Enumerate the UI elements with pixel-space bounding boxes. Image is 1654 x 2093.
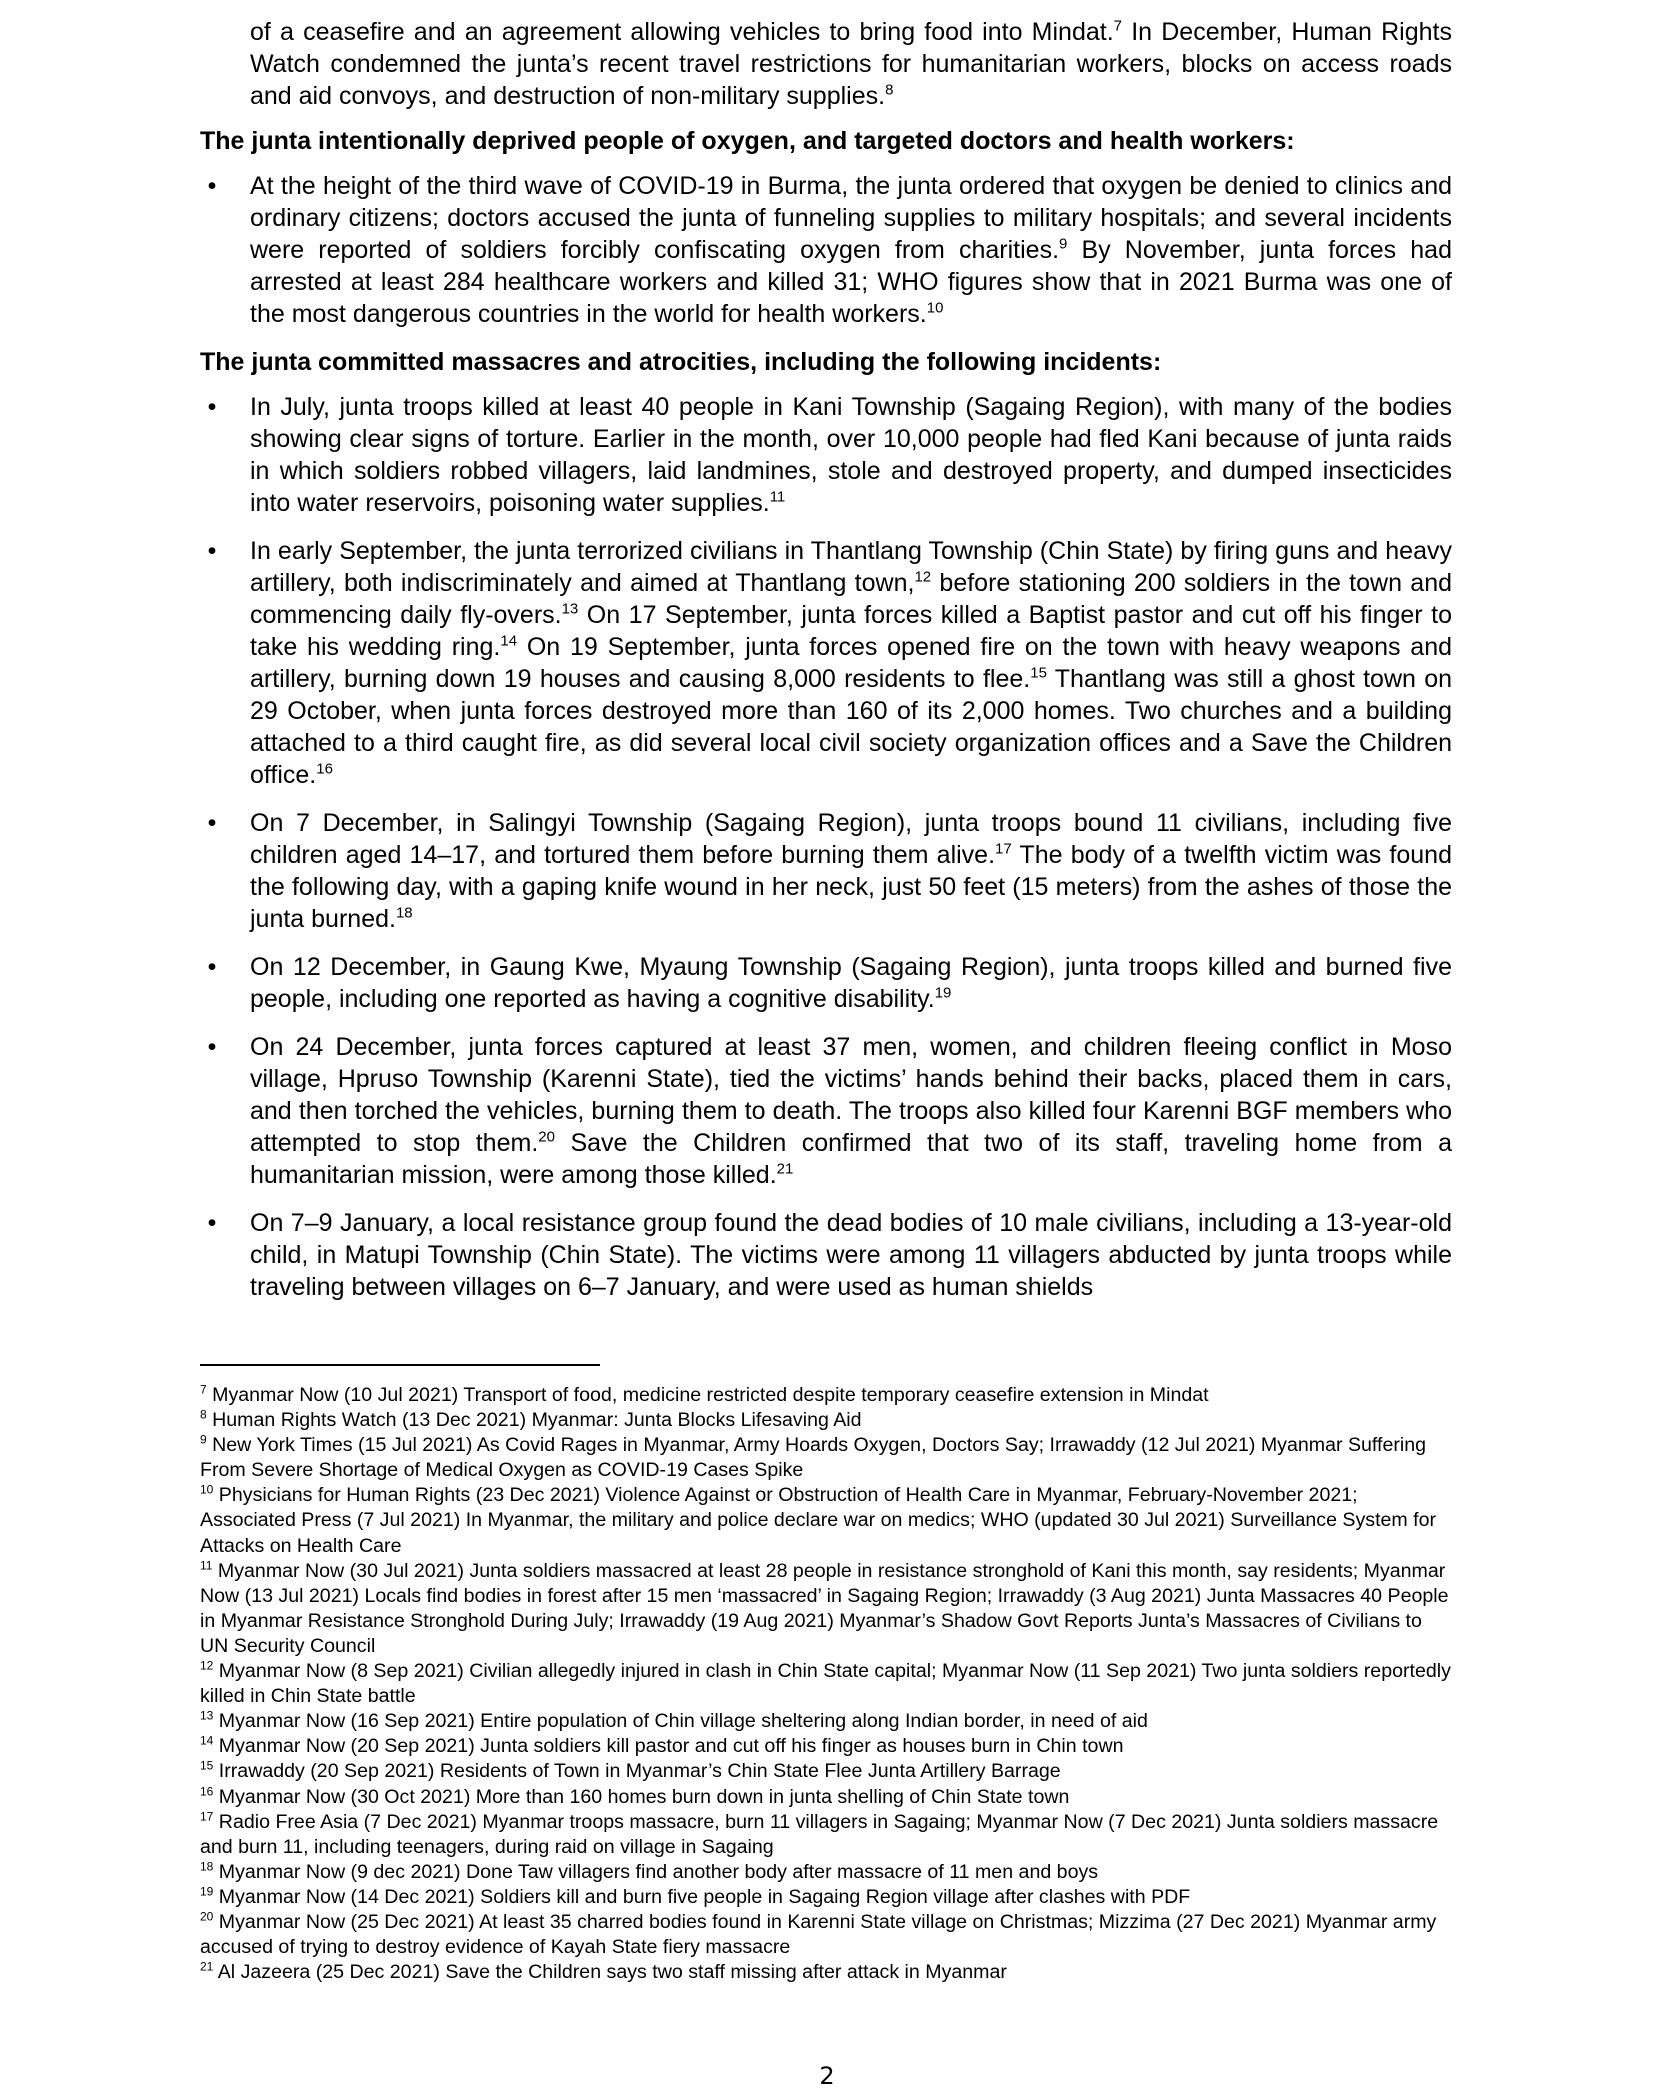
footnote-16: [200, 1785, 1452, 1810]
footnote-number: 19: [200, 1884, 214, 1899]
footnote-text: Physicians for Human Rights (23 Dec 2021) Violence Against or Obstruction of Health Care in Myanmar, February-November 2021; Associated Press (7 Jul 2021) In Myanmar, the military and police declare war on medics; WHO (updated 30 Jul 2021) Surveillance System for Attacks on Health Care: [200, 1484, 1437, 1557]
footnote-text: Al Jazeera (25 Dec 2021) Save the Children says two staff missing after attack in Myanmar: [213, 1961, 1007, 1984]
footnote-number: 8: [200, 1407, 207, 1422]
footnote-ref-12[interactable]: 12: [914, 568, 932, 586]
intro-paragraph: [250, 16, 1452, 112]
list-item-thantlang: [200, 535, 1452, 791]
oxygen-text-1: At the height of the third wave of COVID-19 in Burma, the junta ordered that oxygen be denied to clinics and ordinary citizens; doctors accused the junta of funneling supplies to military hospitals; and several incidents were reported of soldiers forcibly confiscating oxygen from charities.: [250, 172, 1452, 264]
matupi-text-1: On 7–9 January, a local resistance group found the dead bodies of 10 male civilians, including a 13-year-old child, in Matupi Township (Chin State). The victims were among 11 villagers abducted by junta troops while traveling between villages on 6–7 January, and were used as human shields: [250, 1209, 1452, 1301]
footnote-18: [200, 1860, 1452, 1885]
footnote-number: 15: [200, 1758, 214, 1773]
footnote-number: 13: [200, 1708, 214, 1723]
bullet-text: [250, 170, 1452, 330]
footnote-number: 9: [200, 1432, 207, 1447]
bullet-icon: •: [207, 809, 217, 837]
footnote-number: 11: [200, 1558, 213, 1573]
bullet-icon: •: [207, 1209, 217, 1237]
section-heading-oxygen: The junta intentionally deprived people of oxygen, and targeted doctors and health workers:: [200, 127, 1295, 155]
bullet-icon: •: [207, 1033, 217, 1061]
footnote-number: 10: [200, 1482, 214, 1497]
intro-text-2: In December, Human Rights Watch condemned the junta’s recent travel restrictions for humanitarian workers, blocks on access roads and aid convoys, and destruction of non-military supplies.: [250, 18, 1452, 110]
footnote-number: 17: [200, 1809, 214, 1824]
bullet-icon: •: [207, 172, 217, 200]
list-item-gaung-kwe: [200, 951, 1452, 1015]
footnote-number: 16: [200, 1783, 214, 1798]
footnote-number: 7: [200, 1382, 207, 1397]
salingyi-text-1: On 7 December, in Salingyi Township (Sagaing Region), junta troops bound 11 civilians, including five children aged 14–17, and tortured them before burning them alive.: [250, 809, 1452, 869]
footnote-text: Myanmar Now (10 Jul 2021) Transport of food, medicine restricted despite temporary ceasefire extension in Mindat: [206, 1384, 1209, 1406]
thantlang-text-1: In early September, the junta terrorized civilians in Thantlang Township (Chin State) by firing guns and heavy artillery, both indiscriminately and aimed at Thantlang town,: [250, 537, 1452, 597]
bullet-text: [250, 1207, 1452, 1303]
footnote-separator: [200, 1364, 600, 1366]
footnote-ref-9[interactable]: 9: [1059, 235, 1068, 253]
list-item-salingyi: [200, 807, 1452, 935]
footnote-ref-13[interactable]: 13: [561, 600, 579, 618]
footnotes: [200, 1383, 1452, 1985]
body-text: [200, 16, 1452, 1319]
footnote-text: Myanmar Now (30 Jul 2021) Junta soldiers massacred at least 28 people in resistance stronghold of Kani this month, say residents; Myanmar Now (13 Jul 2021) Locals find bodies in forest after 15 men ‘massacred’ in Sagaing Region; Irrawaddy (3 Aug 2021) Junta Massacres 40 People in Myanmar Resistance Stronghold During July; Irrawaddy (19 Aug 2021) Myanmar’s Shadow Govt Reports Junta’s Massacres of Civilians to UN Security Council: [200, 1559, 1449, 1657]
thantlang-text-3: On 17 September, junta forces killed a Baptist pastor and cut off his finger to take his wedding ring.: [250, 601, 1452, 661]
bullet-text: [250, 535, 1452, 791]
footnote-20: [200, 1910, 1452, 1960]
footnote-number: 21: [200, 1959, 214, 1974]
bullet-text: [250, 391, 1452, 519]
footnote-text: Myanmar Now (30 Oct 2021) More than 160 homes burn down in junta shelling of Chin State town: [213, 1785, 1070, 1808]
moso-text-1: On 24 December, junta forces captured at least 37 men, women, and children fleeing conflict in Moso village, Hpruso Township (Karenni State), tied the victims’ hands behind their backs, placed them in cars, and then torched the vehicles, burning them to death. The troops also killed four Karenni BGF members who attempted to stop them.: [250, 1033, 1452, 1157]
footnote-ref-14[interactable]: 14: [500, 632, 518, 650]
footnote-21: [200, 1960, 1452, 1985]
footnote-ref-19[interactable]: 19: [934, 984, 952, 1002]
thantlang-text-4: On 19 September, junta forces opened fire on the town with heavy weapons and artillery, burning down 19 houses and causing 8,000 residents to flee.: [250, 633, 1452, 693]
bullet-text: [250, 807, 1452, 935]
footnote-ref-11[interactable]: 11: [769, 488, 786, 506]
footnote-7: [200, 1383, 1452, 1408]
list-item-matupi: [200, 1207, 1452, 1303]
footnote-text: Myanmar Now (8 Sep 2021) Civilian allegedly injured in clash in Chin State capital; Myanmar Now (11 Sep 2021) Two junta soldiers reportedly killed in Chin State battle: [200, 1660, 1451, 1708]
footnote-text: Myanmar Now (9 dec 2021) Done Taw villagers find another body after massacre of 11 men and boys: [213, 1860, 1099, 1883]
intro-text-1: of a ceasefire and an agreement allowing vehicles to bring food into Mindat.: [250, 18, 1114, 46]
footnote-text: Human Rights Watch (13 Dec 2021) Myanmar: Junta Blocks Lifesaving Aid: [206, 1409, 862, 1432]
footnote-15: [200, 1759, 1452, 1784]
footnote-text: Myanmar Now (25 Dec 2021) At least 35 charred bodies found in Karenni State village on Christmas; Mizzima (27 Dec 2021) Myanmar army accused of trying to destroy evidence of Kayah State fiery massacre: [200, 1910, 1437, 1959]
moso-text-2: Save the Children confirmed that two of its staff, traveling home from a humanitarian mission, were among those killed.: [250, 1129, 1452, 1189]
bullet-icon: •: [207, 953, 217, 981]
footnote-text: Myanmar Now (14 Dec 2021) Soldiers kill and burn five people in Sagaing Region village after clashes with PDF: [213, 1885, 1191, 1908]
footnote-ref-20[interactable]: 20: [538, 1128, 555, 1146]
footnote-14: [200, 1734, 1452, 1759]
footnote-number: 20: [200, 1909, 214, 1924]
footnote-number: 14: [200, 1733, 214, 1748]
bullet-icon: •: [207, 537, 217, 565]
footnote-text: New York Times (15 Jul 2021) As Covid Rages in Myanmar, Army Hoards Oxygen, Doctors Say; Irrawaddy (12 Jul 2021) Myanmar Suffering From Severe Shortage of Medical Oxygen as COVID-19 Cases Spike: [200, 1434, 1427, 1482]
list-item-oxygen: [200, 170, 1452, 330]
footnote-12: [200, 1659, 1452, 1709]
footnote-ref-10[interactable]: 10: [926, 299, 944, 317]
footnote-ref-18[interactable]: 18: [395, 904, 413, 922]
footnote-text: Radio Free Asia (7 Dec 2021) Myanmar troops massacre, burn 11 villagers in Sagaing; Myanmar Now (7 Dec 2021) Junta soldiers massacre and burn 11, including teenagers, during raid on village in Sagaing: [200, 1810, 1439, 1858]
footnote-19: [200, 1885, 1452, 1910]
footnote-8: [200, 1408, 1452, 1433]
footnote-9: [200, 1433, 1452, 1483]
footnote-ref-21[interactable]: 21: [776, 1160, 794, 1178]
footnote-number: 12: [200, 1658, 214, 1673]
section-heading-massacres: The junta committed massacres and atrocities, including the following incidents:: [200, 348, 1162, 376]
page-number: 2: [819, 2062, 835, 2090]
thantlang-text-5: Thantlang was still a ghost town on 29 October, when junta forces destroyed more than 160 of its 2,000 homes. Two churches and a building attached to a third caught fire, as did several local civil society organization offices and a Save the Children office.: [250, 665, 1453, 789]
footnote-text: Myanmar Now (16 Sep 2021) Entire population of Chin village sheltering along Indian border, in need of aid: [213, 1710, 1148, 1733]
salingyi-text-2: The body of a twelfth victim was found the following day, with a gaping knife wound in her neck, just 50 feet (15 meters) from the ashes of those the junta burned.: [250, 841, 1452, 933]
footnote-ref-15[interactable]: 15: [1030, 664, 1047, 682]
footnote-17: [200, 1810, 1452, 1860]
footnote-text: Myanmar Now (20 Sep 2021) Junta soldiers kill pastor and cut off his finger as houses burn in Chin town: [213, 1735, 1124, 1758]
footnote-ref-7[interactable]: 7: [1113, 17, 1122, 35]
bullet-icon: •: [207, 393, 217, 421]
footnote-10: [200, 1483, 1452, 1558]
footnote-13: [200, 1709, 1452, 1734]
footnote-ref-17[interactable]: 17: [995, 840, 1012, 858]
footnote-ref-16[interactable]: 16: [316, 760, 333, 778]
thantlang-text-2: before stationing 200 soldiers in the town and commencing daily fly-overs.: [250, 569, 1453, 629]
footnote-number: 18: [200, 1859, 214, 1874]
list-item-moso: [200, 1031, 1452, 1191]
kani-text-1: In July, junta troops killed at least 40 people in Kani Township (Sagaing Region), with many of the bodies showing clear signs of torture. Earlier in the month, over 10,000 people had fled Kani because of junta raids in which soldiers robbed villagers, laid landmines, stole and destroyed property, and dumped insecticides into water reservoirs, poisoning water supplies.: [250, 393, 1452, 517]
oxygen-text-2: By November, junta forces had arrested at least 284 healthcare workers and killed 31; WHO figures show that in 2021 Burma was one of the most dangerous countries in the world for health workers.: [250, 236, 1452, 328]
gaungkwe-text-1: On 12 December, in Gaung Kwe, Myaung Township (Sagaing Region), junta troops killed and burned five people, including one reported as having a cognitive disability.: [250, 953, 1452, 1013]
list-item-kani: [200, 391, 1452, 519]
footnote-11: [200, 1559, 1452, 1659]
bullet-text: [250, 951, 1452, 1015]
footnote-text: Irrawaddy (20 Sep 2021) Residents of Town in Myanmar’s Chin State Flee Junta Artillery Barrage: [213, 1760, 1061, 1783]
bullet-text: [250, 1031, 1452, 1191]
footnote-ref-8[interactable]: 8: [885, 81, 894, 99]
